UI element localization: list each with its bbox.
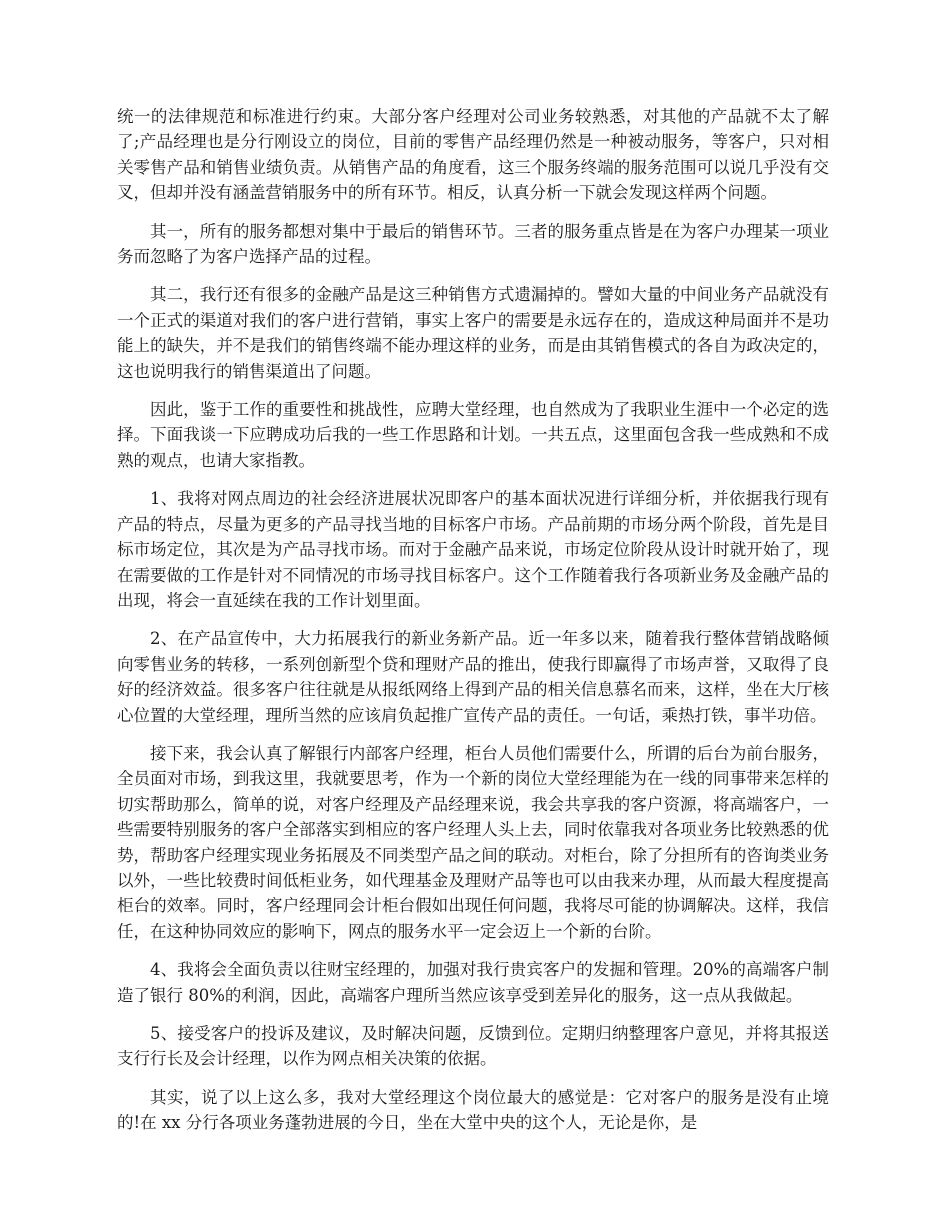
paragraph-9: 5、接受客户的投诉及建议，及时解决问题，反馈到位。定期归纳整理客户意见，并将其报送支行行长及会计经理，以作为网点相关决策的依据。 [117, 1024, 829, 1069]
document-body [117, 104, 829, 1149]
paragraph-3: 其二，我行还有很多的金融产品是这三种销售方式遗漏掉的。譬如大量的中间业务产品就没有一个正式的渠道对我们的客户进行营销，事实上客户的需要是永远存在的，造成这种局面并不是功能上的缺失，并不是我们的销售终端不能办理这样的业务，而是由其销售模式的各自为政决定的，这也说明我行的销售渠道出了问题。 [117, 285, 829, 381]
paragraph-4: 因此，鉴于工作的重要性和挑战性，应聘大堂经理，也自然成为了我职业生涯中一个必定的选择。下面我谈一下应聘成功后我的一些工作思路和计划。一共五点，这里面包含我一些成熟和不成熟的观点，也请大家指教。 [117, 400, 829, 470]
paragraph-6: 2、在产品宣传中，大力拓展我行的新业务新产品。近一年多以来，随着我行整体营销战略倾向零售业务的转移，一系列创新型个贷和理财产品的推出，使我行即赢得了市场声誉，又取得了良好的经济效益。很多客户往往就是从报纸网络上得到产品的相关信息慕名而来，这样，坐在大厅核心位置的大堂经理，理所当然的应该肩负起推广宣传产品的责任。一句话，乘热打铁，事半功倍。 [117, 629, 829, 725]
paragraph-2: 其一，所有的服务都想对集中于最后的销售环节。三者的服务重点皆是在为客户办理某一项业务而忽略了为客户选择产品的过程。 [117, 221, 829, 267]
paragraph-1: 统一的法律规范和标准进行约束。大部分客户经理对公司业务较熟悉，对其他的产品就不太了解了;产品经理也是分行刚设立的岗位，目前的零售产品经理仍然是一种被动服务，等客户，只对相关零售产品和销售业绩负责。从销售产品的角度看，这三个服务终端的服务范围可以说几乎没有交叉，但却并没有涵盖营销服务中的所有环节。相反，认真分析一下就会发现这样两个问题。 [117, 107, 829, 203]
paragraph-5: 1、我将对网点周边的社会经济进展状况即客户的基本面状况进行详细分析，并依据我行现有产品的特点，尽量为更多的产品寻找当地的目标客户市场。产品前期的市场分两个阶段，首先是目标市场定位，其次是为产品寻找市场。而对于金融产品来说，市场定位阶段从设计时就开始了，现在需要做的工作是针对不同情况的市场寻找目标客户。这个工作随着我行各项新业务及金融产品的出现，将会一直延续在我的工作计划里面。 [117, 489, 829, 610]
paragraph-8: 4、我将会全面负责以往财宝经理的，加强对我行贵宾客户的发掘和管理。20%的高端客户制造了银行 80%的利润，因此，高端客户理所当然应该享受到差异化的服务，这一点从我做起。 [117, 960, 829, 1005]
paragraph-10: 其实，说了以上这么多，我对大堂经理这个岗位最大的感觉是：它对客户的服务是没有止境的!在 xx 分行各项业务蓬勃进展的今日，坐在大堂中央的这个人，无论是你，是 [117, 1087, 829, 1133]
paragraph-7: 接下来，我会认真了解银行内部客户经理，柜台人员他们需要什么，所谓的后台为前台服务，全员面对市场，到我这里，我就要思考，作为一个新的岗位大堂经理能为在一线的同事带来怎样的切实帮助那么，简单的说，对客户经理及产品经理来说，我会共享我的客户资源，将高端客户，一些需要特别服务的客户全部落实到相应的客户经理人头上去，同时依靠我对各项业务比较熟悉的优势，帮助客户经理实现业务拓展及不同类型产品之间的联动。对柜台，除了分担所有的咨询类业务以外，一些比较费时间低柜业务，如代理基金及理财产品等也可以由我来办理，从而最大程度提高柜台的效率。同时，客户经理同会计柜台假如出现任何问题，我将尽可能的协调解决。这样，我信任，在这种协同效应的影响下，网点的服务水平一定会迈上一个新的台阶。 [117, 743, 829, 941]
